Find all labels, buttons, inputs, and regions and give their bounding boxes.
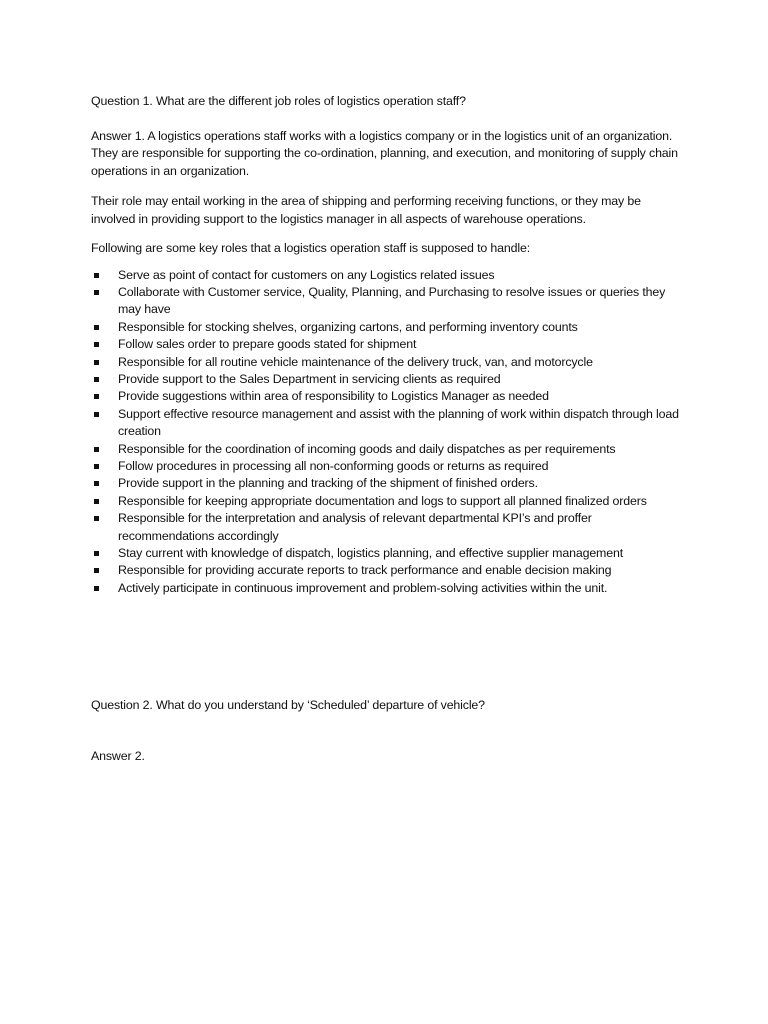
list-item: Provide suggestions within area of responsibility to Logistics Manager as needed	[91, 388, 681, 405]
square-bullet-icon	[94, 568, 99, 573]
square-bullet-icon	[94, 499, 99, 504]
square-bullet-icon	[94, 464, 99, 469]
answer-1-paragraph-2: Their role may entail working in the area of shipping and performing receiving functions, or they may be involved in providing support to the logistics manager in all aspects of warehouse operations.	[91, 194, 641, 226]
square-bullet-icon	[94, 290, 99, 295]
roles-list	[91, 267, 681, 598]
list-item: Serve as point of contact for customers on any Logistics related issues	[91, 267, 681, 284]
list-item: Responsible for stocking shelves, organizing cartons, and performing inventory counts	[91, 319, 681, 336]
list-item: Provide support in the planning and tracking of the shipment of finished orders.	[91, 475, 681, 492]
list-item: Follow sales order to prepare goods stated for shipment	[91, 336, 681, 353]
square-bullet-icon	[94, 447, 99, 452]
answer-1: Answer 1. A logistics operations staff works with a logistics company or in the logistics unit of an organization. They are responsible for supporting the co-ordination, planning, and execution, and monitoring of supply chain operations in an organization.	[91, 128, 678, 178]
question-2: Question 2. What do you understand by ‘Scheduled’ departure of vehicle?	[91, 698, 485, 712]
square-bullet-icon	[94, 481, 99, 486]
list-item: Follow procedures in processing all non-conforming goods or returns as required	[91, 458, 681, 475]
square-bullet-icon	[94, 412, 99, 417]
list-item: Actively participate in continuous improvement and problem-solving activities within the unit.	[91, 580, 681, 597]
square-bullet-icon	[94, 516, 99, 521]
list-item: Responsible for the coordination of incoming goods and daily dispatches as per requirements	[91, 441, 681, 458]
document-body	[91, 93, 681, 597]
square-bullet-icon	[94, 377, 99, 382]
list-item: Responsible for providing accurate reports to track performance and enable decision making	[91, 562, 681, 579]
square-bullet-icon	[94, 394, 99, 399]
question-1: Question 1. What are the different job roles of logistics operation staff?	[91, 94, 466, 108]
square-bullet-icon	[94, 325, 99, 330]
answer-2: Answer 2.	[91, 749, 145, 763]
square-bullet-icon	[94, 551, 99, 556]
list-item: Responsible for keeping appropriate documentation and logs to support all planned finalized orders	[91, 493, 681, 510]
square-bullet-icon	[94, 360, 99, 365]
list-item: Support effective resource management and assist with the planning of work within dispatch through load creation	[91, 406, 681, 441]
square-bullet-icon	[94, 273, 99, 278]
list-item: Responsible for all routine vehicle maintenance of the delivery truck, van, and motorcycle	[91, 354, 681, 371]
square-bullet-icon	[94, 586, 99, 591]
square-bullet-icon	[94, 342, 99, 347]
list-item: Provide support to the Sales Department in servicing clients as required	[91, 371, 681, 388]
list-item: Stay current with knowledge of dispatch, logistics planning, and effective supplier management	[91, 545, 681, 562]
list-item: Collaborate with Customer service, Quality, Planning, and Purchasing to resolve issues or queries they may have	[91, 284, 681, 319]
roles-intro: Following are some key roles that a logistics operation staff is supposed to handle:	[91, 241, 530, 255]
list-item: Responsible for the interpretation and analysis of relevant departmental KPI’s and proffer recommendations accordingly	[91, 510, 681, 545]
